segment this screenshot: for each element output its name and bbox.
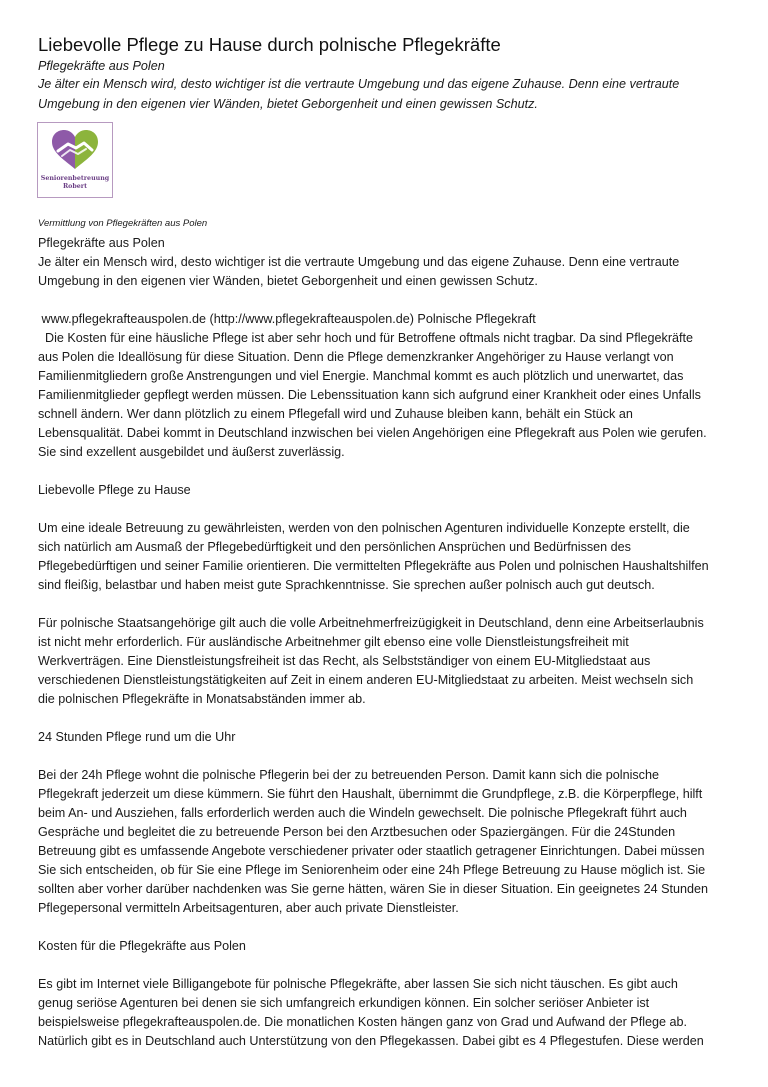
paragraph-line: Bei der 24h Pflege wohnt die polnische Pflegerin bei der zu betreuenden Person. Damit kann sich die polnische <box>38 768 659 782</box>
company-logo <box>37 122 113 198</box>
paragraph-line: Pflegepersonal vermitteln Arbeitsagenturen, aber auch private Dienstleister. <box>38 901 459 915</box>
paragraph-line: Betreuung gibt es umfassende Angebote verschiedener privater oder staatlich getragener Einrichtungen. Dabei müssen <box>38 844 705 858</box>
image-caption: Vermittlung von Pflegekräften aus Polen <box>38 218 208 229</box>
paragraph-line: genug seriöse Agenturen bei denen sie sich umfangreich erkundigen können. Ein solcher seriöser Anbieter ist <box>38 996 650 1010</box>
paragraph-line: sich natürlich am Ausmaß der Pflegebedürftigkeit und den persönlichen Ansprüchen und Bedürfnissen des <box>38 540 631 554</box>
paragraph-line: Sie sich entscheiden, ob für Sie eine Pflege im Seniorenheim oder eine 24h Pflege Betreuung zu Hause möglich ist. Sie <box>38 863 706 877</box>
paragraph-line: Lebensqualität. Dabei kommt in Deutschland inzwischen bei vielen Angehörigen eine Pflegekraft aus Polen wie gerufen. <box>38 426 707 440</box>
page-subtitle: Pflegekräfte aus Polen <box>38 59 165 73</box>
paragraph-line: Gespräche und begleitet die zu betreuende Person bei den Arztbesuchen oder Spaziergängen. Für die 24Stunden <box>38 825 676 839</box>
paragraph-line: Es gibt im Internet viele Billigangebote für polnische Pflegekräfte, aber lassen Sie sich nicht täuschen. Es gibt auch <box>38 977 678 991</box>
intro-line-1: Je älter ein Mensch wird, desto wichtiger ist die vertraute Umgebung und das eigene Zuhause. Denn eine vertraute <box>38 77 680 91</box>
paragraph-line: sollten aber vorher darüber nachdenken was Sie gerne hätten, wären Sie in dieser Situation. Ein geeignetes 24 Stunden <box>38 882 709 896</box>
paragraph-line: Für polnische Staatsangehörige gilt auch die volle Arbeitnehmerfreizügigkeit in Deutschland, denn eine Arbeitserlaubnis <box>38 616 704 630</box>
paragraph-line: Werkverträgen. Eine Dienstleistungsfreiheit ist das Recht, als Selbstständiger von einem EU-Mitgliedstaat aus <box>38 654 651 668</box>
paragraph-line: Die Kosten für eine häusliche Pflege ist aber sehr hoch und für Betroffene oftmals nicht tragbar. Da sind Pflegekräfte <box>38 331 694 345</box>
paragraph-line: beispielsweise pflegekrafteauspolen.de. Die monatlichen Kosten hängen ganz von Grad und Aufwand der Pflege ab. <box>38 1015 688 1029</box>
paragraph-line: Natürlich gibt es in Deutschland auch Unterstützung von den Pflegekassen. Dabei gibt es 4 Pflegestufen. Diese werden <box>38 1034 704 1048</box>
paragraph-line: ist nicht mehr erforderlich. Für ausländische Arbeitnehmer gilt ebenso eine volle Dienstleistungsfreiheit mit <box>38 635 629 649</box>
paragraph-line: aus Polen die Ideallösung für diese Situation. Denn die Pflege demenzkranker Angehöriger zu Hause verlangt von <box>38 350 674 364</box>
paragraph-line: schnell ändern. Wer dann plötzlich zu einem Pflegefall wird und Zuhause bleiben kann, behält ein Stück an <box>38 407 633 421</box>
paragraph-line: beim An- und Ausziehen, falls erforderlich werden auch die Windeln gewechselt. Die polnische Pflegekraft führt auch <box>38 806 687 820</box>
logo-text-line-2: Robert <box>62 183 88 190</box>
paragraph-line: Pflegebedürftigen und seiner Familie orientieren. Die vermittelten Pflegekräfte aus Polen und polnischen Haushaltshilfen <box>38 559 709 573</box>
section-heading: Pflegekräfte aus Polen <box>38 236 165 250</box>
section-heading: Liebevolle Pflege zu Hause <box>38 483 191 497</box>
paragraph-line: Familienmitglieder gepflegt werden müssen. Die Lebenssituation kann sich aufgrund einer Krankheit oder eines Unfalls <box>38 388 701 402</box>
section-heading: 24 Stunden Pflege rund um die Uhr <box>38 730 236 744</box>
paragraph-line: sind fleißig, belastbar und haben meist gute Sprachkenntnisse. Sie sprechen außer polnisch auch gut deutsch. <box>38 578 655 592</box>
intro-line-2: Umgebung in den eigenen vier Wänden, bietet Geborgenheit und einen gewissen Schutz. <box>38 96 538 111</box>
paragraph-line: www.pflegekrafteauspolen.de (http://www.pflegekrafteauspolen.de) Polnische Pflegekraft <box>38 312 536 326</box>
paragraph-line: Umgebung in den eigenen vier Wänden, bietet Geborgenheit und einen gewissen Schutz. <box>38 274 538 288</box>
paragraph-line: Pflegekraft jederzeit um diese kümmern. Sie führt den Haushalt, übernimmt die Grundpflege, z.B. die Körperpflege, hilft <box>38 787 703 801</box>
paragraph-line: die polnischen Pflegekräfte in Monatsabständen immer ab. <box>38 692 366 706</box>
paragraph-line: Um eine ideale Betreuung zu gewährleisten, werden von den polnischen Agenturen individuelle Konzepte erstellt, die <box>38 521 690 535</box>
page-title: Liebevolle Pflege zu Hause durch polnische Pflegekräfte <box>38 34 501 55</box>
paragraph-line: Sie sind exzellent ausgebildet und äußerst zuverlässig. <box>38 445 345 459</box>
paragraph-line: Familienmitgliedern große Anstrengungen und viel Energie. Manchmal kommt es auch plötzlich und unerwartet, das <box>38 369 684 383</box>
section-heading: Kosten für die Pflegekräfte aus Polen <box>38 939 246 953</box>
heart-hands-icon <box>38 123 112 175</box>
logo-text-line-1: Seniorenbetreuung <box>40 175 110 182</box>
paragraph-line: verschiedenen Dienstleistungstätigkeiten auf Zeit in einem anderen EU-Mitgliedstaat zu arbeiten. Meist wechseln sich <box>38 673 694 687</box>
paragraph-line: Je älter ein Mensch wird, desto wichtiger ist die vertraute Umgebung und das eigene Zuhause. Denn eine vertraute <box>38 255 680 269</box>
